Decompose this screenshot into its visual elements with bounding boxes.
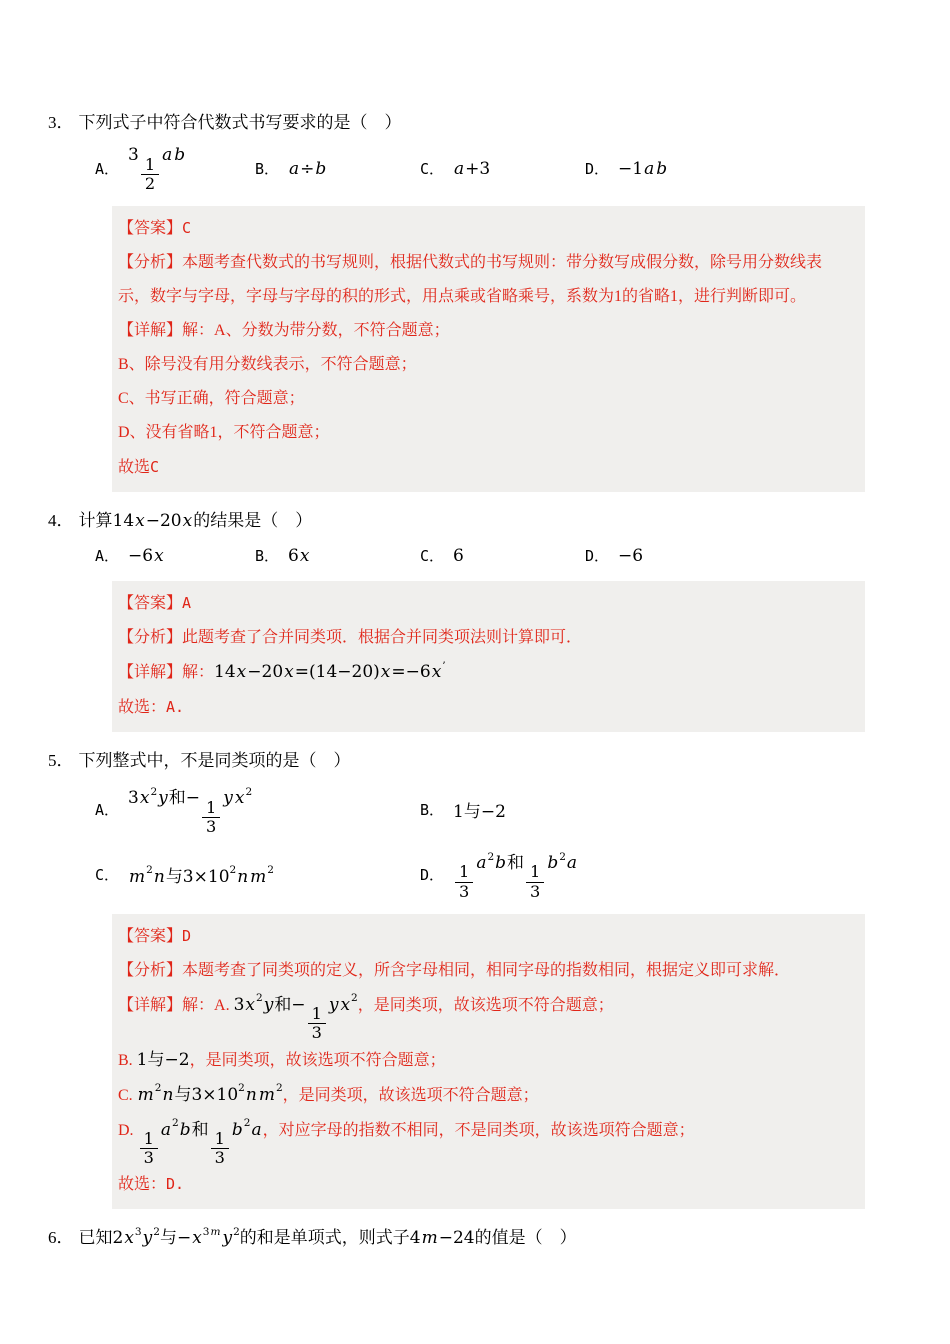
text-run: ，是同类项，故该选项不符合题意； bbox=[282, 1086, 539, 1104]
text-run: 本题考查了同类项的定义，所含字母相同，相同字母的指数相同，根据定义即可求解． bbox=[182, 961, 791, 979]
option-label: C． bbox=[420, 160, 445, 179]
math-expression: 4m−24 bbox=[409, 1228, 475, 1249]
answer-label: 【答案】 bbox=[118, 594, 183, 612]
question-head bbox=[48, 508, 902, 534]
answer-label: 【答案】 bbox=[118, 219, 183, 237]
math-expression: a÷b bbox=[289, 158, 327, 179]
options-grid bbox=[95, 145, 902, 193]
answer-block bbox=[112, 914, 865, 1210]
option-item bbox=[95, 783, 420, 836]
text-run: 故选 bbox=[118, 458, 151, 476]
text-run: D. bbox=[118, 1121, 138, 1139]
text-run: C、书写正确，符合题意； bbox=[118, 389, 305, 407]
math-expression: $\frac{1}{3}$ $a^2b$和 $\frac{1}{3}$ $b^2a$ bbox=[138, 1120, 263, 1140]
answer-label: 【分析】 bbox=[118, 961, 183, 979]
question-item-3 bbox=[48, 110, 902, 492]
text-run: D、没有省略1，不符合题意； bbox=[118, 423, 330, 441]
answer-block bbox=[112, 581, 865, 732]
option-content bbox=[453, 848, 578, 901]
math-expression: $3x^2y$和− $\frac{1}{3}$ y $x^2$ bbox=[128, 785, 253, 836]
math-expression: −6 bbox=[618, 545, 644, 566]
text-run: C bbox=[182, 218, 192, 237]
math-expression: 1与−2 bbox=[453, 801, 506, 822]
math-expression: 6x bbox=[288, 545, 310, 566]
fraction: $\frac{1}{3}$ bbox=[526, 863, 544, 900]
option-label: D． bbox=[420, 865, 445, 884]
option-label: C． bbox=[95, 865, 120, 884]
answer-line bbox=[118, 690, 851, 725]
text-run: 的值是（ ） bbox=[474, 1228, 577, 1248]
math-expression: 14x−20x=(14−20)x=−6x’ bbox=[214, 659, 446, 682]
text-run: 解：A. bbox=[182, 996, 234, 1014]
question-head bbox=[48, 1225, 902, 1251]
option-label: A． bbox=[95, 800, 120, 819]
option-content bbox=[453, 159, 490, 179]
option-content bbox=[128, 145, 186, 193]
math-expression: $3x^2y$和− $\frac{1}{3}$ y $x^2$ bbox=[233, 992, 358, 1043]
answer-label: 【详解】 bbox=[118, 663, 183, 681]
option-content bbox=[128, 783, 252, 836]
text-run: 解：A、分数为带分数，不符合题意； bbox=[182, 321, 450, 339]
answer-line bbox=[118, 1167, 851, 1202]
answer-line bbox=[118, 382, 851, 416]
text-run: 的和是单项式，则式子 bbox=[239, 1228, 410, 1248]
option-content bbox=[453, 797, 506, 822]
answer-line bbox=[118, 988, 851, 1043]
math-expression: 1与−2 bbox=[136, 1049, 190, 1070]
answer-line bbox=[118, 1043, 851, 1078]
answer-label: 【分析】 bbox=[118, 628, 183, 646]
question-number: 4． bbox=[48, 510, 74, 530]
fraction: $\frac{1}{3}$ bbox=[202, 799, 220, 836]
answer-label: 【详解】 bbox=[118, 996, 183, 1014]
answer-block bbox=[112, 206, 865, 492]
question-item-6 bbox=[48, 1225, 902, 1251]
text-run: A bbox=[182, 593, 192, 612]
math-expression: $\frac{1}{3}$ $a^2b$和 $\frac{1}{3}$ $b^2a$ bbox=[453, 853, 578, 873]
option-item bbox=[420, 145, 585, 193]
answer-label: 【分析】 bbox=[118, 253, 183, 271]
answer-line bbox=[118, 621, 851, 655]
text-run: B、除号没有用分数线表示，不符合题意； bbox=[118, 355, 417, 373]
question-number: 3． bbox=[48, 113, 74, 132]
text-run: A. bbox=[166, 697, 185, 716]
option-item bbox=[585, 145, 902, 193]
option-label: B． bbox=[255, 160, 280, 179]
text-run: 下列整式中，不是同类项的是（ ） bbox=[78, 750, 351, 770]
answer-line bbox=[118, 450, 851, 485]
text-run: 已知 bbox=[78, 1228, 113, 1248]
option-item bbox=[95, 544, 255, 568]
option-label: B． bbox=[420, 800, 445, 819]
answer-line bbox=[118, 1113, 851, 1168]
math-expression: a+3 bbox=[454, 158, 491, 179]
answer-line bbox=[118, 314, 851, 348]
option-item bbox=[420, 544, 585, 568]
option-content bbox=[128, 546, 165, 566]
question-stem bbox=[79, 511, 313, 530]
text-run: D. bbox=[166, 1175, 185, 1194]
option-content bbox=[618, 546, 643, 566]
question-stem bbox=[79, 113, 402, 132]
fraction: $\frac{1}{2}$ bbox=[141, 156, 159, 193]
option-content bbox=[128, 862, 274, 887]
option-content bbox=[453, 546, 464, 566]
option-content bbox=[288, 159, 327, 179]
option-item bbox=[255, 544, 420, 568]
text-run: ，是同类项，故该选项不符合题意； bbox=[357, 996, 614, 1014]
answer-label: 【答案】 bbox=[118, 927, 183, 945]
answer-line bbox=[118, 954, 851, 988]
text-run: 与 bbox=[159, 1228, 177, 1248]
fraction: $\frac{1}{3}$ bbox=[211, 1130, 229, 1167]
answer-line bbox=[118, 348, 851, 382]
answer-line bbox=[118, 246, 851, 314]
text-run: D bbox=[182, 926, 192, 945]
fraction: $\frac{1}{3}$ bbox=[140, 1130, 158, 1167]
fraction: $\frac{1}{3}$ bbox=[308, 1005, 326, 1042]
text-run: 故选： bbox=[118, 1176, 167, 1194]
text-run: 此题考查了合并同类项．根据合并同类项法则计算即可． bbox=[182, 628, 583, 646]
option-item bbox=[255, 145, 420, 193]
answer-line bbox=[118, 416, 851, 450]
option-label: C． bbox=[420, 547, 445, 566]
math-expression: 3 $\frac{1}{2}$ a b bbox=[128, 145, 186, 193]
question-stem bbox=[79, 1228, 577, 1247]
answer-line bbox=[118, 586, 851, 621]
text-run: 本题考查代数式的书写规则，根据代数式的书写规则：带分数写成假分数，除号用分数线表示，数字与字母，字母与字母的积的形式，用点乘或省略乘号，系数为1的省略1，进行判断即可。 bbox=[118, 253, 823, 305]
text-run: 的结果是（ ） bbox=[193, 510, 313, 530]
option-content bbox=[288, 546, 310, 566]
math-expression: −1a b bbox=[618, 158, 668, 179]
option-item bbox=[420, 848, 902, 901]
question-number: 6． bbox=[48, 1228, 74, 1248]
question-number: 5． bbox=[48, 750, 74, 770]
text-run: 解： bbox=[182, 663, 215, 681]
answer-line bbox=[118, 211, 851, 246]
question-stem bbox=[79, 751, 351, 770]
text-run: 下列式子中符合代数式书写要求的是（ ） bbox=[78, 113, 402, 132]
math-expression: $m^2n$与$3\times 10^2n$ $m^2$ bbox=[129, 864, 274, 887]
option-label: A． bbox=[95, 547, 120, 566]
fraction: $\frac{1}{3}$ bbox=[455, 863, 473, 900]
option-content bbox=[618, 159, 668, 179]
answer-line bbox=[118, 655, 851, 690]
option-label: D． bbox=[585, 547, 610, 566]
question-item-4 bbox=[48, 508, 902, 732]
text-run: C bbox=[150, 457, 160, 476]
math-expression: −6x bbox=[128, 545, 164, 566]
option-item bbox=[95, 848, 420, 901]
text-run: C. bbox=[118, 1086, 137, 1104]
text-run: ，是同类项，故该选项不符合题意； bbox=[189, 1051, 446, 1069]
text-run: 计算 bbox=[78, 510, 113, 530]
option-label: D． bbox=[585, 160, 610, 179]
option-item bbox=[585, 544, 902, 568]
options-grid bbox=[95, 544, 902, 568]
text-run: 故选： bbox=[118, 698, 167, 716]
text-run: ，对应字母的指数不相同，不是同类项，故该选项符合题意； bbox=[262, 1121, 695, 1139]
math-expression: $m^2n$与$3\times 10^2n$ $m^2$ bbox=[137, 1082, 283, 1105]
answer-line bbox=[118, 919, 851, 954]
option-item bbox=[420, 783, 902, 836]
answer-label: 【详解】 bbox=[118, 321, 183, 339]
answer-line bbox=[118, 1078, 851, 1113]
math-expression: $-x^{3m}$ $y^2$ bbox=[176, 1226, 240, 1249]
math-expression: 6 bbox=[453, 545, 464, 566]
option-item bbox=[95, 145, 255, 193]
option-label: A． bbox=[95, 160, 120, 179]
question-head bbox=[48, 110, 902, 135]
question-head bbox=[48, 748, 902, 773]
question-item-5 bbox=[48, 748, 902, 1210]
options-grid bbox=[95, 783, 902, 901]
text-run: B. bbox=[118, 1051, 137, 1069]
math-expression: $2x^3y^2$ bbox=[112, 1226, 160, 1249]
option-label: B． bbox=[255, 547, 280, 566]
math-expression: 14x−20x bbox=[112, 510, 193, 531]
